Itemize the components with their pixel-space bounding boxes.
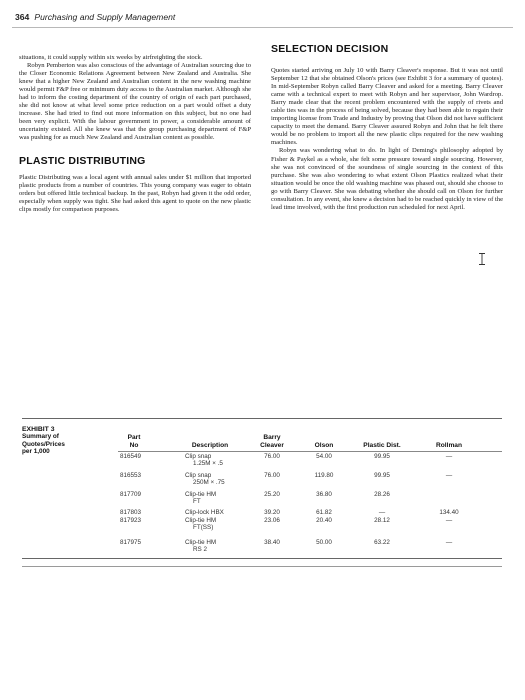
table-cell-barry: 39.20 [264, 509, 280, 516]
exhibit-subtitle: per 1,000 [22, 448, 50, 456]
column-header-barry-cleaver: Barry Cleaver [260, 434, 284, 449]
table-cell-barry: 76.00 [264, 472, 280, 479]
table-cell-olson: 61.82 [316, 509, 332, 516]
table-cell-barry: 38.40 [264, 539, 280, 546]
column-header-olson: Olson [314, 442, 334, 449]
column-header-rollman: Rollman [435, 442, 462, 449]
section-heading-plastic-distributing: PLASTIC DISTRIBUTING [19, 154, 146, 167]
table-cell-barry: 25.20 [264, 491, 280, 498]
page-bottom-rule [22, 566, 502, 567]
table-cell-description: Clip snap 250M × .75 [185, 472, 225, 487]
exhibit-title: EXHIBIT 3 [22, 426, 55, 433]
table-bottom-rule [22, 558, 502, 559]
table-cell-olson: 54.00 [316, 453, 332, 460]
exhibit-label [22, 426, 65, 456]
table-cell-plastic: 28.12 [374, 517, 390, 524]
table-cell-plastic: 99.95 [374, 453, 390, 460]
left-column [19, 54, 251, 214]
table-cell-plastic: 28.26 [374, 491, 390, 498]
table-cell-description: Clip-tie HM FT(SS) [185, 517, 217, 532]
column-header-part-no: Part No [127, 434, 141, 449]
table-cell-barry: 76.00 [264, 453, 280, 460]
table-cell-rollman: — [445, 453, 453, 460]
page-number: 364 [15, 12, 30, 22]
header-rule [12, 27, 513, 28]
table-cell-rollman: — [445, 517, 453, 524]
table-top-rule [22, 418, 502, 419]
table-cell-plastic: — [378, 509, 386, 516]
paragraph: Robyn was wondering what to do. In light of Deming's philosophy adopted by Fisher & Paykel as a whole, she felt some pressure toward single sourcing. However, she was not convinced of the soundness of single sourcing in the context of this purchase. She was also wondering to what extent Olson Plastics realized what their situation would be once the old washing machine was phased out, should she choose to go with Barry Cleaver. She was debating whether she should call on Olson for further consultation. In any event, she knew a decision had to be reached quickly in view of the lead time involved, with the first production run scheduled for next April. [271, 147, 503, 211]
column-header-description: Description [191, 442, 229, 449]
table-cell-part: 816549 [120, 453, 142, 460]
text-cursor-icon [478, 253, 486, 265]
table-cell-olson: 20.40 [316, 517, 332, 524]
header-rule [118, 451, 502, 452]
book-title: Purchasing and Supply Management [34, 12, 176, 22]
table-cell-olson: 119.80 [314, 472, 334, 479]
table-cell-part: 817923 [120, 517, 142, 524]
table-cell-olson: 36.80 [316, 491, 332, 498]
table-cell-plastic: 99.95 [374, 472, 390, 479]
table-cell-part: 817709 [120, 491, 142, 498]
paragraph: Plastic Distributing was a local agent with annual sales under $1 million that imported plastic products from a number of countries. This young company was eager to obtain orders but offered little technical backup. In the past, Robyn had given it the odd order, especially when supply was tight. She had asked this agent to quote on the new plastic clips mostly for comparison purposes. [19, 173, 251, 213]
column-header-plastic-dist: Plastic Dist. [363, 442, 401, 449]
table-cell-description: Clip-lock HBX [185, 509, 224, 516]
table-cell-part: 817803 [120, 509, 142, 516]
table-cell-part: 816553 [120, 472, 142, 479]
paragraph: Quotes started arriving on July 10 with Barry Cleaver's response. But it was not until September 12 that she obtained Olson's prices (see Exhibit 3 for a summary of quotes). In mid-September Robyn called Barry Cleaver and asked for a meeting. Barry Cleaver came with a technical expert to meet with Robyn and her supervisor, John Wardrop. Barry made clear that the recent problem encountered with the supply of rivets and cable ties was in the process of being solved, because they had been able to regain their importing license from Trade and Industry by proving that Olson did not have sufficient capacity to meet the demand. Barry Cleaver assured Robyn and John that he felt there would be no problem to import all the new plastic clips required for the new washing machines. [271, 67, 503, 147]
table-cell-rollman: — [445, 539, 453, 546]
table-cell-barry: 23.06 [264, 517, 280, 524]
table-cell-description: Clip-tie HM RS 2 [185, 539, 217, 554]
exhibit-3-table [22, 418, 502, 558]
table-cell-rollman: — [445, 472, 453, 479]
table-cell-rollman: 134.40 [439, 509, 459, 516]
exhibit-subtitle: Quotes/Prices [22, 440, 65, 448]
exhibit-subtitle: Summary of [22, 433, 59, 441]
table-cell-olson: 50.00 [316, 539, 332, 546]
page-header [15, 12, 175, 22]
section-heading-selection-decision: SELECTION DECISION [271, 43, 389, 55]
right-column [271, 67, 503, 212]
paragraph: situations, it could supply within six weeks by airfreighting the stock. [19, 54, 203, 61]
table-cell-description: Clip snap 1.25M × .5 [185, 453, 223, 468]
table-cell-plastic: 63.22 [374, 539, 390, 546]
table-cell-description: Clip-tie HM FT [185, 491, 217, 506]
paragraph: Robyn Pemberton was also conscious of the advantage of Australian sourcing due to the Closer Economic Relations Agreement between New Zealand and Australia. She knew that a higher New Zealand and Australian content in the new washing machine would permit F&P free or minimum duty access to the Australian market. Although she had to inform the costing department of the country of origin of each part purchased, she did not know at what level some price reduction on a part would offset a duty increase. She had tried to find out more information on this subject, but no one had been very explicit. With the labour government in power, a considerable amount of uncertainty existed. All she knew was that the group purchasing department of F&P was pushing for as much New Zealand and Australian content as possible. [19, 62, 251, 142]
table-cell-part: 817975 [120, 539, 142, 546]
